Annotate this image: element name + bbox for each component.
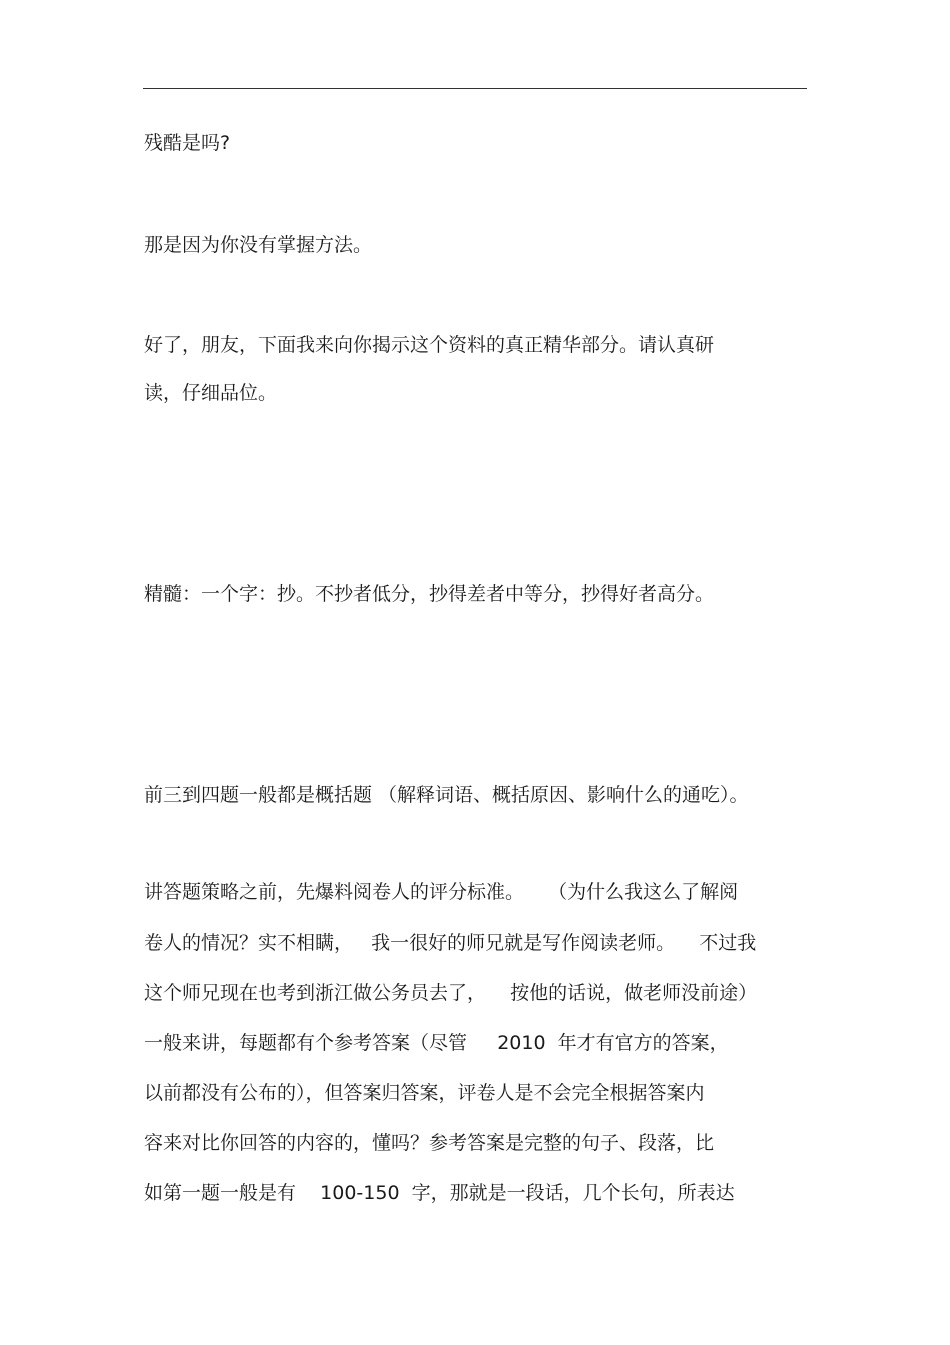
paragraph-line: 讲答题策略之前，先爆料阅卷人的评分标准。 （为什么我这么了解阅	[144, 881, 739, 903]
paragraph-line: 这个师兄现在也考到浙江做公务员去了， 按他的话说，做老师没前途）	[144, 982, 758, 1004]
paragraph-line: 那是因为你没有掌握方法。	[144, 234, 373, 256]
paragraph-line: 好了，朋友，下面我来向你揭示这个资料的真正精华部分。请认真研	[144, 334, 715, 356]
paragraph-line: 以前都没有公布的），但答案归答案，评卷人是不会完全根据答案内	[144, 1082, 705, 1104]
paragraph-line: 残酷是吗?	[144, 132, 231, 154]
paragraph-line: 读，仔细品位。	[144, 382, 278, 404]
paragraph-line: 卷人的情况？实不相瞒， 我一很好的师兄就是写作阅读老师。 不过我	[144, 932, 757, 954]
header-divider	[143, 88, 807, 89]
paragraph-line: 精髓：一个字：抄。不抄者低分，抄得差者中等分，抄得好者高分。	[144, 583, 715, 605]
paragraph-line: 一般来讲，每题都有个参考答案（尽管 2010 年才有官方的答案，	[144, 1032, 729, 1054]
paragraph-line: 前三到四题一般都是概括题 （解释词语、概括原因、影响什么的通吃）。	[144, 784, 749, 806]
paragraph-line: 如第一题一般是有 100-150 字，那就是一段话，几个长句，所表达	[144, 1182, 735, 1204]
paragraph-line: 容来对比你回答的内容的，懂吗？参考答案是完整的句子、段落，比	[144, 1132, 715, 1154]
